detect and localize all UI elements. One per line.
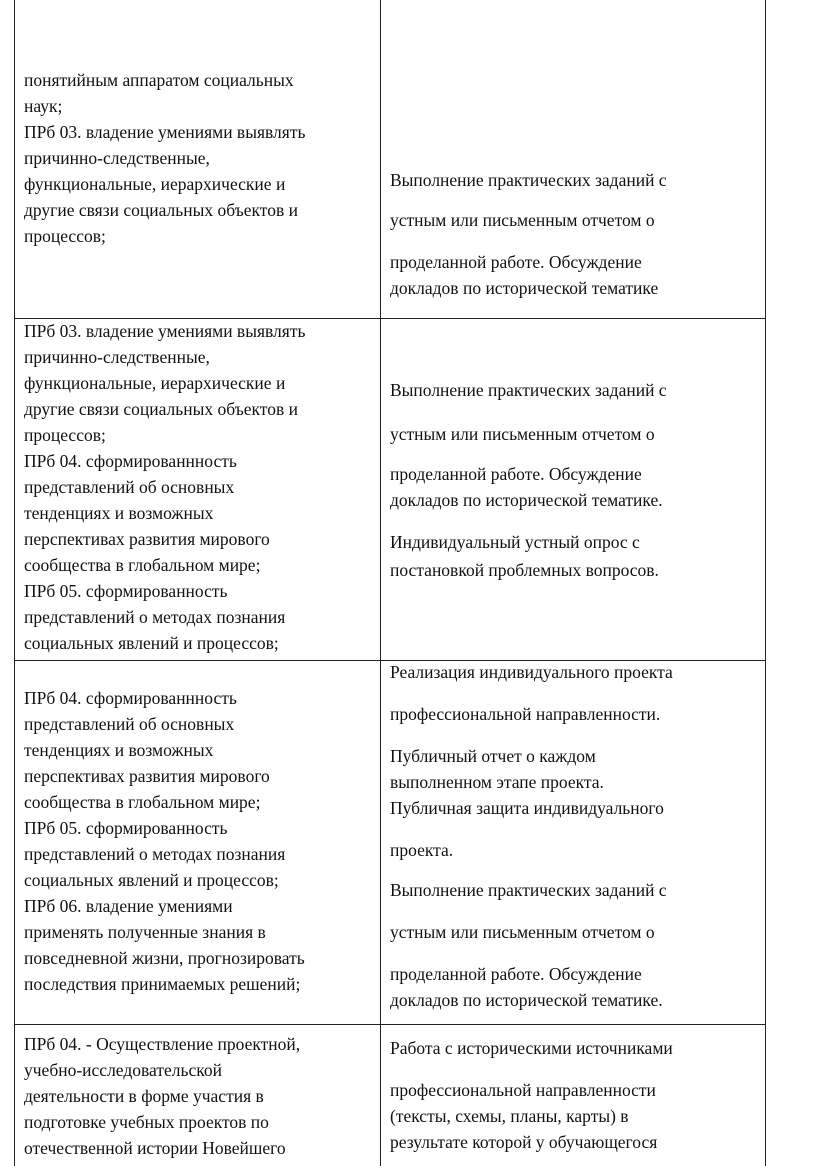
cell-text-line: тенденциях и возможных: [24, 503, 214, 523]
cell-text-line: Выполнение практических заданий с: [390, 170, 667, 190]
cell-text-line: представлений об основных: [24, 714, 235, 734]
cell-text-line: ПРб 04. - Осуществление проектной,: [24, 1034, 301, 1054]
cell-text-line: причинно-следственные,: [24, 148, 210, 168]
cell-text-line: Выполнение практических заданий с: [390, 880, 667, 900]
cell-text-line: результате которой у обучающегося: [390, 1132, 658, 1152]
assessment-cell: [380, 0, 766, 318]
cell-text-line: профессиональной направленности: [390, 1080, 656, 1100]
cell-text-line: проделанной работе. Обсуждение: [390, 252, 642, 272]
cell-text-line: социальных явлений и процессов;: [24, 633, 279, 653]
cell-text-line: процессов;: [24, 226, 106, 246]
assessment-cell: [380, 1024, 766, 1166]
cell-text-line: ПРб 03. владение умениями выявлять: [24, 321, 306, 341]
cell-text-line: деятельности в форме участия в: [24, 1086, 264, 1106]
cell-text-line: ПРб 04. сформированнность: [24, 688, 237, 708]
cell-text-line: учебно-исследовательской: [24, 1060, 222, 1080]
cell-text-line: устным или письменным отчетом о: [390, 922, 655, 942]
cell-text-line: постановкой проблемных вопросов.: [390, 560, 659, 580]
cell-text-line: проделанной работе. Обсуждение: [390, 464, 642, 484]
cell-text-line: функциональные, иерархические и: [24, 373, 286, 393]
cell-text-line: докладов по исторической тематике.: [390, 490, 663, 510]
cell-text-line: ПРб 03. владение умениями выявлять: [24, 122, 306, 142]
cell-text-line: процессов;: [24, 425, 106, 445]
cell-text-line: применять полученные знания в: [24, 922, 266, 942]
competency-cell: [14, 660, 380, 1024]
cell-text-line: сообщества в глобальном мире;: [24, 555, 261, 575]
cell-text-line: последствия принимаемых решений;: [24, 974, 301, 994]
cell-text-line: перспективах развития мирового: [24, 766, 270, 786]
cell-text-line: причинно-следственные,: [24, 347, 210, 367]
cell-text-line: докладов по исторической тематике.: [390, 990, 663, 1010]
cell-text-line: сообщества в глобальном мире;: [24, 792, 261, 812]
assessment-cell: [380, 660, 766, 1024]
cell-text-line: представлений о методах познания: [24, 607, 286, 627]
cell-text-line: Выполнение практических заданий с: [390, 380, 667, 400]
cell-text-line: Работа с историческими источниками: [390, 1038, 673, 1058]
cell-text-line: ПРб 05. сформированность: [24, 581, 228, 601]
cell-text-line: ПРб 04. сформированнность: [24, 451, 237, 471]
cell-text-line: Индивидуальный устный опрос с: [390, 532, 640, 552]
table-row: [14, 318, 766, 660]
cell-text-line: подготовке учебных проектов по: [24, 1112, 269, 1132]
cell-text-line: устным или письменным отчетом о: [390, 210, 655, 230]
cell-text-line: Публичная защита индивидуального: [390, 798, 664, 818]
table-row: [14, 660, 766, 1024]
cell-text-line: докладов по исторической тематике: [390, 278, 659, 298]
cell-text-line: повседневной жизни, прогнозировать: [24, 948, 305, 968]
cell-text-line: устным или письменным отчетом о: [390, 424, 655, 444]
competency-cell: [14, 1024, 380, 1166]
cell-text-line: Публичный отчет о каждом: [390, 746, 596, 766]
cell-text-line: представлений об основных: [24, 477, 235, 497]
assessment-cell: [380, 318, 766, 660]
cell-text-line: понятийным аппаратом социальных: [24, 70, 294, 90]
table-row: [14, 1024, 766, 1166]
cell-text-line: другие связи социальных объектов и: [24, 200, 298, 220]
cell-text-line: другие связи социальных объектов и: [24, 399, 298, 419]
cell-text-line: (тексты, схемы, планы, карты) в: [390, 1106, 629, 1126]
cell-text-line: представлений о методах познания: [24, 844, 286, 864]
cell-text-line: проекта.: [390, 840, 454, 860]
cell-text-line: наук;: [24, 96, 63, 116]
cell-text-line: профессиональной направленности.: [390, 704, 661, 724]
cell-text-line: социальных явлений и процессов;: [24, 870, 279, 890]
cell-text-line: Реализация индивидуального проекта: [390, 662, 673, 682]
cell-text-line: ПРб 05. сформированность: [24, 818, 228, 838]
cell-text-line: выполненном этапе проекта.: [390, 772, 604, 792]
cell-text-line: ПРб 06. владение умениями: [24, 896, 233, 916]
cell-text-line: отечественной истории Новейшего: [24, 1138, 286, 1158]
cell-text-line: функциональные, иерархические и: [24, 174, 286, 194]
cell-text-line: тенденциях и возможных: [24, 740, 214, 760]
cell-text-line: перспективах развития мирового: [24, 529, 270, 549]
competency-cell: [14, 0, 380, 318]
cell-text-line: проделанной работе. Обсуждение: [390, 964, 642, 984]
table-row: [14, 0, 766, 318]
competency-cell: [14, 318, 380, 660]
